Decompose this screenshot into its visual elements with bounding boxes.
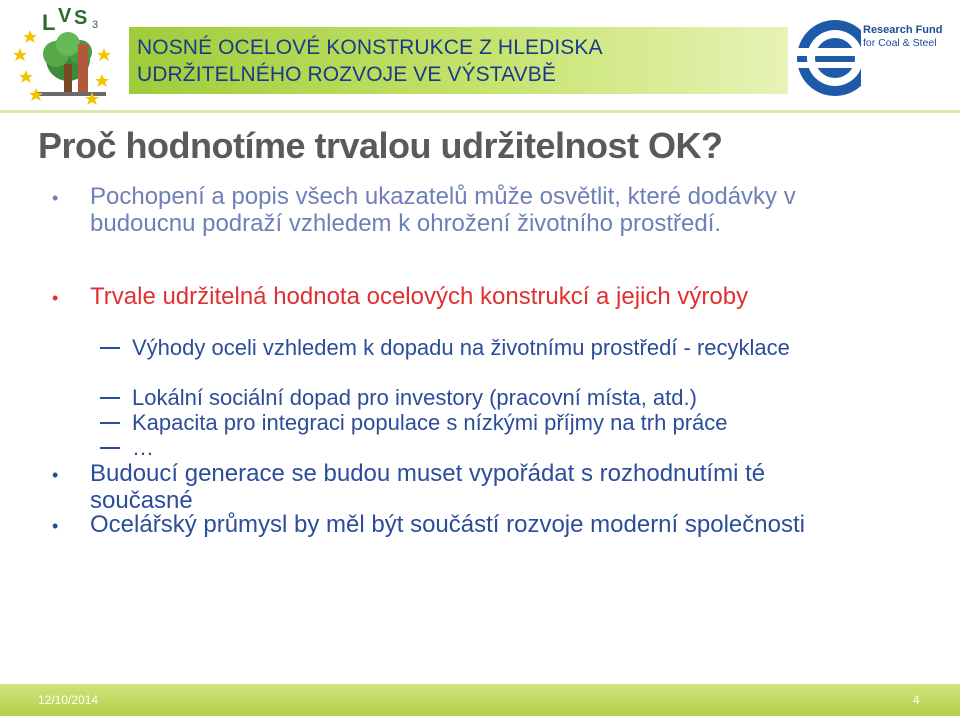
bullet-dot-icon: • bbox=[52, 188, 59, 208]
bullet-text: Ocelářský průmysl by měl být součástí rozvoje moderní společnosti bbox=[90, 511, 805, 538]
sub-item-text: Kapacita pro integraci populace s nízkými příjmy na trh práce bbox=[132, 410, 728, 435]
banner-line-2: UDRŽITELNÉHO ROZVOJE VE VÝSTAVBĚ bbox=[137, 63, 556, 86]
rfcs-logo bbox=[795, 18, 960, 98]
footer-date: 12/10/2014 bbox=[38, 693, 99, 707]
svg-text:S: S bbox=[74, 7, 88, 29]
svg-text:V: V bbox=[58, 5, 72, 27]
slide-title: Proč hodnotíme trvalou udržitelnost OK? bbox=[38, 125, 723, 166]
slide-footer bbox=[0, 684, 960, 716]
rfcs-emblem-icon bbox=[795, 18, 861, 98]
sub-item-text: Výhody oceli vzhledem k dopadu na životnímu prostředí - recyklace bbox=[132, 335, 790, 360]
bullet-dot-icon: • bbox=[52, 465, 59, 485]
banner-text bbox=[137, 34, 603, 88]
rfcs-line-1: Research Fund bbox=[863, 24, 943, 36]
bullet-text: Pochopení a popis všech ukazatelů může osvětlit, které dodávky v budoucnu podraží vzhledem k ohrožení životního prostředí. bbox=[90, 183, 796, 237]
banner-line-1: NOSNÉ OCELOVÉ KONSTRUKCE Z HLEDISKA bbox=[137, 36, 603, 59]
bullet-text: Budoucí generace se budou muset vypořádat s rozhodnutími té současné bbox=[90, 460, 766, 514]
svg-text:3: 3 bbox=[92, 19, 99, 31]
lvs3-logo bbox=[6, 4, 126, 108]
dash-icon bbox=[100, 447, 120, 449]
rfcs-line-2: for Coal & Steel bbox=[863, 37, 937, 49]
bullet-text: Trvale udržitelná hodnota ocelových konstrukcí a jejich výroby bbox=[90, 283, 749, 310]
bullet-dot-icon: • bbox=[52, 516, 59, 536]
svg-text:L: L bbox=[42, 10, 56, 35]
page-number: 4 bbox=[913, 693, 920, 707]
sub-item-text: Lokální sociální dopad pro investory (pracovní místa, atd.) bbox=[132, 385, 697, 410]
title-banner bbox=[129, 27, 788, 94]
dash-icon bbox=[100, 397, 120, 399]
dash-icon bbox=[100, 347, 120, 349]
dash-icon bbox=[100, 422, 120, 424]
slide-header bbox=[0, 0, 960, 112]
header-divider bbox=[0, 110, 960, 113]
sub-item-text: … bbox=[132, 435, 154, 460]
bullet-dot-icon: • bbox=[52, 288, 59, 308]
